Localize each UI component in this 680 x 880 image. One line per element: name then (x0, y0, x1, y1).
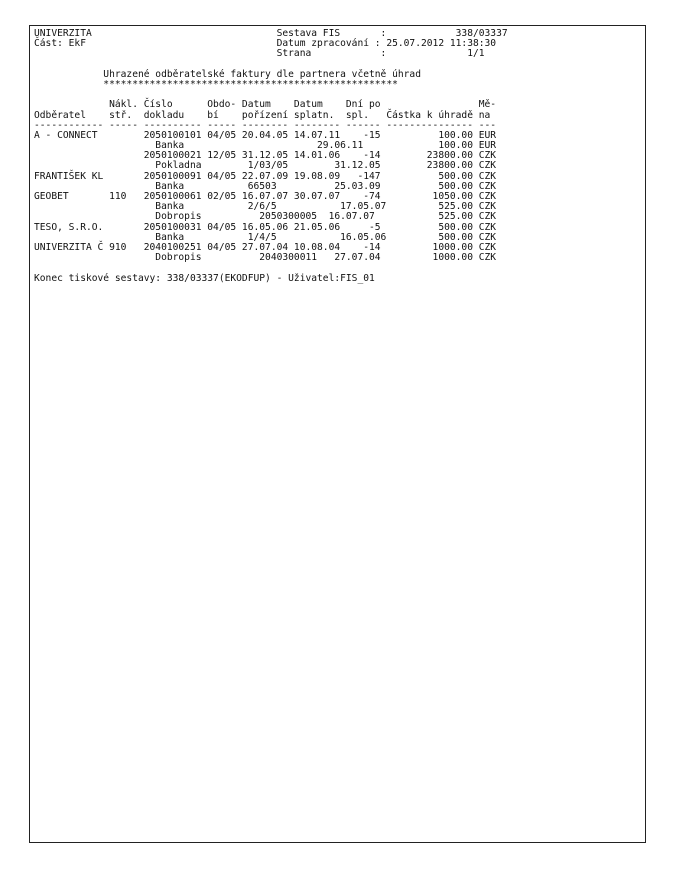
report-page (29, 25, 646, 843)
column-header-row-1: Nákl. Číslo Obdo- Datum Datum Dní po Mě- (34, 99, 497, 111)
table-row: 2050100021 12/05 31.12.05 14.01.06 -14 23800.00 CZK (34, 150, 497, 162)
table-row: Dobropis 2050300005 16.07.07 525.00 CZK (34, 211, 497, 223)
header-line-page: Strana : 1/1 (34, 48, 485, 60)
table-row: Banka 29.06.11 100.00 EUR (34, 140, 497, 152)
header-line-part: Část: EkF Datum zpracování : 25.07.2012 11:38:30 (34, 38, 497, 50)
table-row: UNIVERZITA Č 910 2040100251 04/05 27.07.04 10.08.04 -14 1000.00 CZK (34, 241, 497, 253)
header-line-university: UNIVERZITA Sestava FIS : 338/03337 (34, 28, 508, 39)
table-row: GEOBET 110 2050100061 02/05 16.07.07 30.07.07 -74 1050.00 CZK (34, 191, 497, 202)
title-underline: *************************************************** (34, 78, 398, 90)
table-row: TESO, S.R.O. 2050100031 04/05 16.05.06 21.05.06 -5 500.00 CZK (34, 221, 497, 233)
report-footer: Konec tiskové sestavy: 338/03337(EKODFUP) - Uživatel:FIS_01 (34, 272, 375, 284)
table-row: FRANTIŠEK KL 2050100091 04/05 22.07.09 19.08.09 -147 500.00 CZK (34, 170, 497, 182)
table-row: Banka 2/6/5 17.05.07 525.00 CZK (34, 201, 497, 213)
column-header-separator: ------------ ----- ---------- ----- -------- -------- ------ --------------- --- (34, 119, 497, 131)
table-row: Banka 66503 25.03.09 500.00 CZK (34, 180, 497, 192)
table-row: Pokladna 1/03/05 31.12.05 23800.00 CZK (34, 160, 497, 172)
report-title: Uhrazené odběratelské faktury dle partnera včetně úhrad (34, 68, 421, 80)
report-printout (34, 29, 508, 284)
table-row: A - CONNECT 2050100101 04/05 20.04.05 14.07.11 -15 100.00 EUR (34, 129, 497, 141)
column-header-row-2: Odběratel stř. dokladu bí pořízení splatn. spl. Částka k úhradě na (34, 109, 491, 121)
blank-line (34, 263, 508, 273)
table-row: Banka 1/4/5 16.05.06 500.00 CZK (34, 231, 497, 243)
table-row: Dobropis 2040300011 27.07.04 1000.00 CZK (34, 252, 497, 264)
